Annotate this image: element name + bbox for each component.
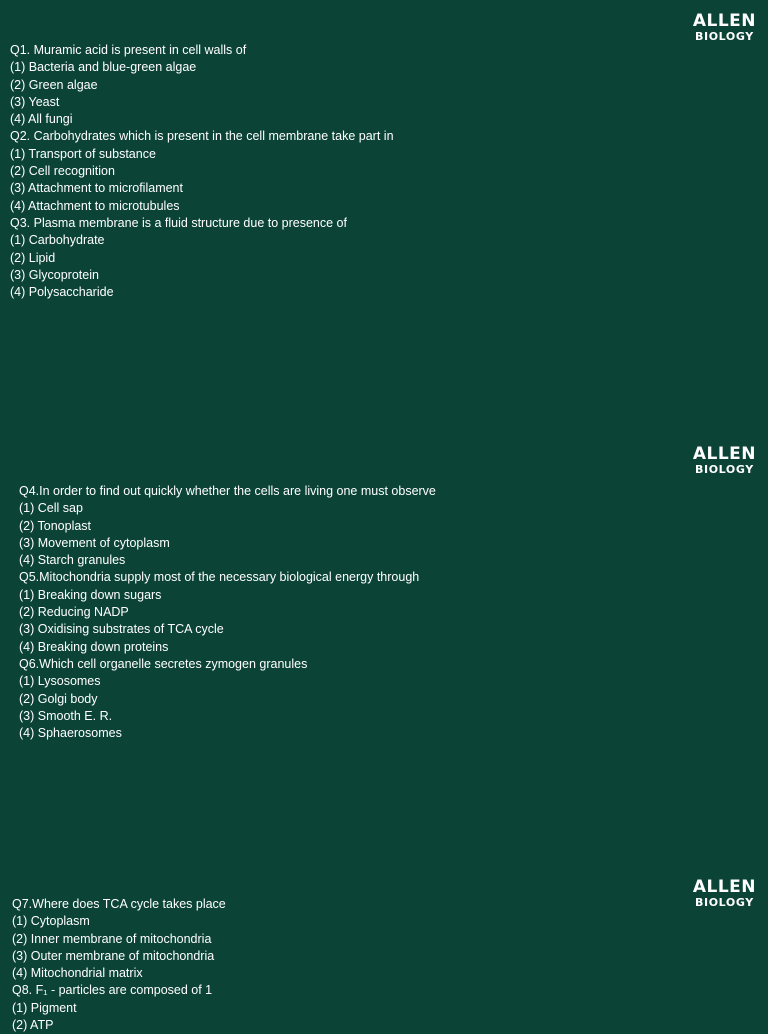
question-1-option-2: (2) Green algae (10, 77, 98, 92)
question-3-option-1: (1) Carbohydrate (10, 233, 105, 248)
question-8-option-2: (2) ATP (12, 1018, 54, 1033)
question-8-option-1: (1) Pigment (12, 1000, 77, 1015)
question-2-option-3: (3) Attachment to microfilament (10, 181, 183, 196)
logo-biology-text: BIOLOGY (695, 463, 754, 476)
question-3-option-4: (4) Polysaccharide (10, 285, 114, 300)
question-2-option-2: (2) Cell recognition (10, 164, 115, 179)
question-block-3 (12, 896, 226, 1034)
question-3-text: Q3. Plasma membrane is a fluid structure due to presence of (10, 215, 347, 230)
question-6-option-2: (2) Golgi body (19, 691, 98, 706)
logo-biology-text: BIOLOGY (695, 30, 754, 43)
question-4-option-2: (2) Tonoplast (19, 518, 92, 533)
question-5-option-4: (4) Breaking down proteins (19, 639, 169, 654)
question-6-option-4: (4) Sphaerosomes (19, 726, 122, 741)
question-5-text: Q5.Mitochondria supply most of the necessary biological energy through (19, 570, 420, 585)
question-2-option-4: (4) Attachment to microtubules (10, 198, 180, 213)
allen-biology-logo (693, 879, 756, 908)
logo-biology-text: BIOLOGY (695, 896, 754, 909)
question-2-option-1: (1) Transport of substance (10, 146, 156, 161)
question-1-option-4: (4) All fungi (10, 112, 73, 127)
question-5-option-3: (3) Oxidising substrates of TCA cycle (19, 622, 224, 637)
question-6-text: Q6.Which cell organelle secretes zymogen granules (19, 656, 308, 671)
question-2-text: Q2. Carbohydrates which is present in the cell membrane take part in (10, 129, 394, 144)
question-4-option-1: (1) Cell sap (19, 501, 83, 516)
question-5-option-2: (2) Reducing NADP (19, 605, 129, 620)
question-7-option-2: (2) Inner membrane of mitochondria (12, 931, 212, 946)
question-3-option-2: (2) Lipid (10, 250, 56, 265)
question-3-option-3: (3) Glycoprotein (10, 267, 99, 282)
question-1-option-3: (3) Yeast (10, 94, 60, 109)
question-7-option-3: (3) Outer membrane of mitochondria (12, 948, 215, 963)
logo-allen-text: ALLEN (692, 444, 756, 464)
question-4-option-4: (4) Starch granules (19, 553, 126, 568)
question-6-option-1: (1) Lysosomes (19, 674, 101, 689)
question-7-text: Q7.Where does TCA cycle takes place (12, 897, 226, 911)
question-7-option-1: (1) Cytoplasm (12, 914, 90, 929)
question-1-option-1: (1) Bacteria and blue-green algae (10, 60, 197, 75)
logo-allen-text: ALLEN (692, 11, 756, 31)
question-7-option-4: (4) Mitochondrial matrix (12, 966, 143, 981)
question-4-option-3: (3) Movement of cytoplasm (19, 535, 170, 550)
question-6-option-3: (3) Smooth E. R. (19, 708, 113, 723)
question-8-text: Q8. F₁ - particles are composed of 1 (12, 983, 213, 998)
logo-allen-text: ALLEN (692, 877, 756, 897)
question-1-text: Q1. Muramic acid is present in cell walls of (10, 43, 247, 57)
question-5-option-1: (1) Breaking down sugars (19, 587, 162, 602)
question-4-text: Q4.In order to find out quickly whether the cells are living one must observe (19, 484, 436, 498)
